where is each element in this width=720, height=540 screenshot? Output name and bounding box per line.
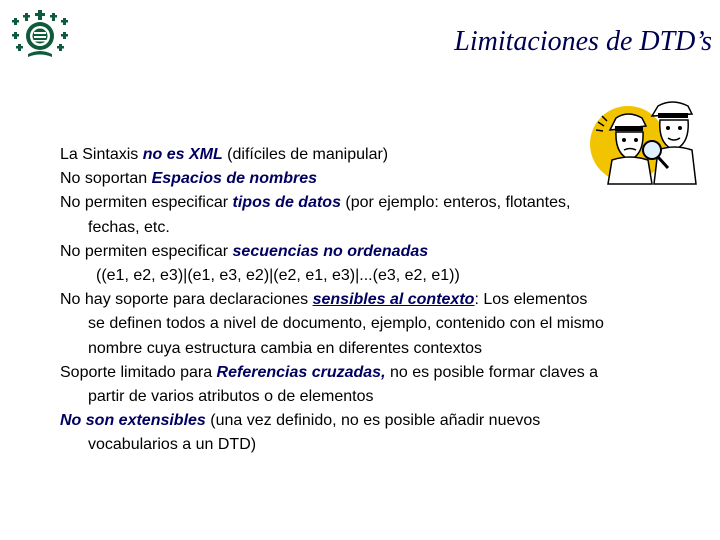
text-segment: : Los elementos bbox=[474, 291, 588, 309]
emphasis-text: sensibles al contexto bbox=[312, 291, 475, 309]
bullet-point bbox=[60, 288, 700, 361]
bullet-continuation bbox=[60, 216, 700, 240]
bullet-text bbox=[60, 143, 700, 167]
bullet-continuation bbox=[60, 337, 700, 361]
bullet-text bbox=[60, 167, 700, 191]
text-segment: (difíciles de manipular) bbox=[222, 146, 389, 163]
text-segment: vocabularios a un DTD) bbox=[88, 436, 257, 454]
bullet-point bbox=[60, 409, 700, 457]
text-segment: se definen todos a nivel de documento, ejemplo, contenido con el mismo bbox=[88, 315, 604, 333]
bullet-continuation bbox=[60, 312, 700, 336]
text-segment: No permiten especificar bbox=[60, 242, 233, 260]
bullet-text bbox=[60, 361, 700, 385]
bullet-text bbox=[60, 409, 700, 433]
text-segment: no es posible formar claves a bbox=[385, 363, 599, 381]
text-segment: No permiten especificar bbox=[60, 194, 233, 212]
emphasis-text: No son extensibles bbox=[60, 412, 206, 430]
bullet-text bbox=[60, 288, 700, 312]
bullet-point bbox=[60, 167, 700, 191]
bullet-continuation bbox=[60, 433, 700, 457]
slide-title: Limitaciones de DTD’s bbox=[454, 26, 712, 57]
text-segment: No soportan bbox=[60, 170, 152, 188]
bullet-text bbox=[60, 191, 700, 215]
text-segment: ((e1, e2, e3)|(e1, e3, e2)|(e2, e1, e3)|...(e3, e2, e1)) bbox=[96, 266, 460, 284]
bullet-continuation bbox=[60, 264, 700, 288]
text-segment: Soporte limitado para bbox=[60, 363, 217, 381]
emphasis-text: no es XML bbox=[142, 146, 223, 163]
bullet-text bbox=[60, 240, 700, 264]
bullet-continuation bbox=[60, 385, 700, 409]
text-segment: nombre cuya estructura cambia en diferentes contextos bbox=[88, 339, 482, 357]
bullet-point bbox=[60, 191, 700, 239]
emphasis-text: Espacios de nombres bbox=[151, 170, 317, 188]
bullet-point bbox=[60, 240, 700, 288]
emphasis-text: Referencias cruzadas, bbox=[216, 363, 386, 381]
emphasis-text: secuencias no ordenadas bbox=[232, 242, 429, 260]
text-segment: fechas, etc. bbox=[88, 218, 170, 236]
text-segment: partir de varios atributos o de elementos bbox=[88, 387, 374, 405]
text-segment: (por ejemplo: enteros, flotantes, bbox=[340, 194, 571, 212]
bullet-point bbox=[60, 361, 700, 409]
text-segment: No hay soporte para declaraciones bbox=[60, 291, 313, 309]
university-crest-icon bbox=[8, 8, 72, 60]
bullet-list bbox=[60, 143, 700, 457]
text-segment: La Sintaxis bbox=[60, 146, 143, 163]
text-segment: (una vez definido, no es posible añadir nuevos bbox=[205, 412, 541, 430]
emphasis-text: tipos de datos bbox=[232, 194, 341, 212]
bullet-point bbox=[60, 143, 700, 167]
